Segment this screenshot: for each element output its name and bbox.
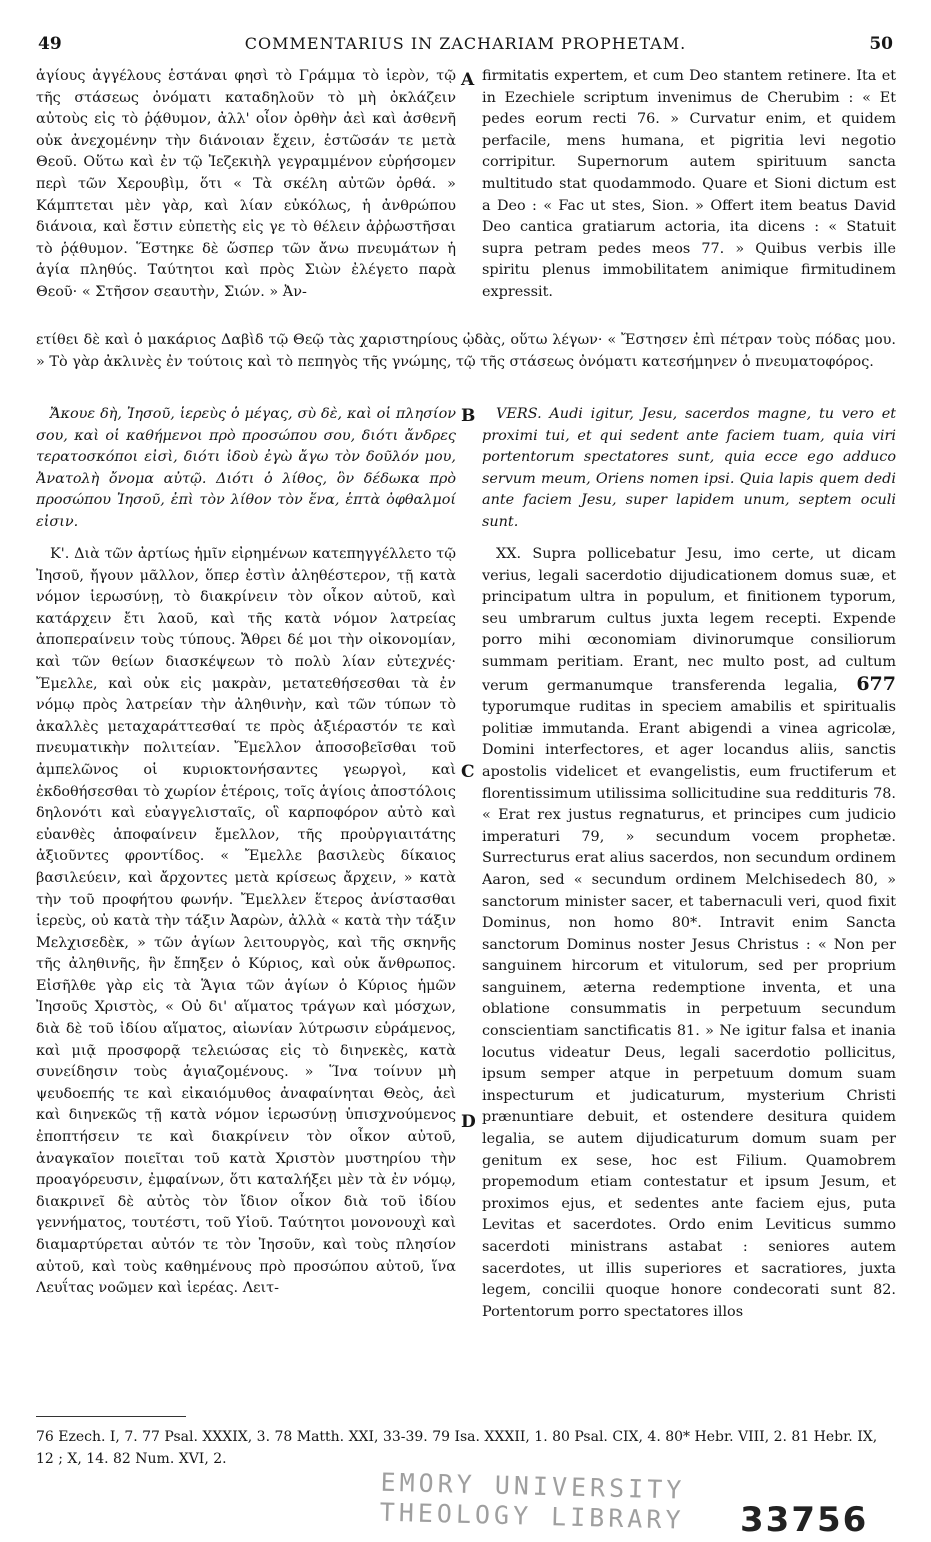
latin-commentary-text-a: XX. Supra pollicebatur Jesu, imo certe, ut dicam verius, legali sacerdotio dijudicationem domus suæ, et principatum ultra in populum, et finitionem typorum, seu umbrarum cultus juxta legem recepti. Expende porro mihi œconomiam divinorumque consiliorum summam peritiam. Erant, nec multo post, ad cultum verum germanumque transferenda legalia, xyxy=(482,546,896,694)
footnotes: 76 Ezech. I, 7. 77 Psal. XXXIX, 3. 78 Matth. XXI, 33-39. 79 Isa. XXXII, 1. 80 Psal. CIX, 4. 80* Hebr. VIII, 2. 81 Hebr. IX, 12 ; X, 14. 82 Num. XVI, 2. xyxy=(36,1429,878,1467)
greek-full-width-continuation xyxy=(36,330,896,396)
greek-continuation-text: ετίθει δὲ καὶ ὁ μακάριος Δαβὶδ τῷ Θεῷ τὰς χαριστηρίους ᾠδὰς, οὕτω λέγων· « Ἔστησεν ἐπὶ πέτραν τοὺς πόδας μου. » Τὸ γὰρ ἀκλινὲς ἐν τούτοις καὶ τὸ πεπηγὸς τῆς γνώμης, τῷ τῆς στάσεως ὀνόματι κατεσήμηνεν ὁ πνευματοφόρος. xyxy=(36,332,896,370)
latin-verse-text: VERS. Audi igitur, Jesu, sacerdos magne, tu vero et proximi tui, et qui sedent ante faciem tuam, quia viri portentorum spectatores sunt, quia ecce ego adduco servum meum, Oriens nomen ipsi. Quia lapis quem dedi ante faciem Jesu, super lapidem unum, septem oculi sunt. xyxy=(482,406,896,530)
latin-commentary-paragraph xyxy=(482,544,896,1323)
greek-verse-lemma xyxy=(36,404,456,540)
column-number-marker: 677 xyxy=(856,672,896,695)
library-stamp-line-2: THEOLOGY LIBRARY xyxy=(379,1497,685,1535)
margin-letter-c: C xyxy=(461,762,475,782)
running-title: COMMENTARIUS IN ZACHARIAM PROPHETAM. xyxy=(244,34,687,53)
greek-verse-text: Ἄκουε δὴ, Ἰησοῦ, ἱερεὺς ὁ μέγας, σὺ δὲ, καὶ οἱ πλησίον σου, καὶ οἱ καθήμενοι πρὸ προσώπου σου, διότι ἄνδρες τερατοσκόποι εἰσὶ, διότι ἰδοὺ ἐγὼ ἄγω τὸν δοῦλόν μου, Ἀνατολὴ ὄνομα αὐτῷ. Διότι ὁ λίθος, ὃν δέδωκα πρὸ προσώπου Ἰησοῦ, ἐπὶ τὸν λίθον τὸν ἕνα, ἑπτὰ ὀφθαλμοί εἰσιν. xyxy=(36,406,456,530)
running-header xyxy=(0,34,931,58)
margin-letter-a: A xyxy=(461,70,475,90)
catalog-number: 33756 xyxy=(740,1500,869,1540)
greek-commentary-column xyxy=(36,544,456,1414)
margin-letter-b: B xyxy=(461,406,476,426)
latin-column-top xyxy=(482,66,896,366)
library-stamp-line-1: EMORY UNIVERSITY xyxy=(380,1467,686,1505)
page-number-left: 49 xyxy=(38,34,62,54)
greek-column-top xyxy=(36,66,456,366)
margin-letter-d: D xyxy=(461,1112,476,1132)
latin-commentary-text-b: typorumque ruditas in speciem amabilis et spiritualis politiæ immutanda. Erant abigendi a vinea agricolæ, Domini interfectores, et ager locandus aliis, sanctis apostolis videlicet et evangelistis, eum fructiferum et florentissimum utilissima sollicitudine sua reddituris 78. « Erat rex justus regnaturus, et principes cum judicio imperaturi 79, » secundum vocem prophetæ. Surrecturus erat alius sacerdos, non secundum ordinem Aaron, sed « secundum ordinem Melchisedech 80, » sanctorum minister sacer, et tabernaculi veri, quod fixit Dominus, non homo 80*. Intravit enim Sancta sanctorum Dominus noster Jesus Christus : « Non per sanguinem hircorum et vitulorum, sed per proprium sanguinem, æterna redemptione inventa, et una oblatione consummatis in perpetuum secundum conscientiam sanctificatis 81. » Ne igitur falsa et inania locutus videatur Deus, legali sacerdotio pollicitus, ipsum semper atque in perpetuum domum suam inspecturum et judicaturum, mysterium Christi prænuntiare debuit, et ostendere desitura quidem legalia, se autem dijudicaturum domum suam per genitum ex sese, hoc est Filium. Quamobrem propemodum etiam contestatur et ipsum Jesum, et proximos ejus, et sedentes ante faciem ejus, puta Levitas et sacerdotes. Ordo enim Leviticus summo sacerdoti ministrans astabat : seniores autem sacerdotes, ut illis superiores et sacratiores, juxta legem, concilii quoque honore condecorati sunt 82. Portentorum porro spectatores illos xyxy=(482,699,896,1320)
greek-paragraph-1: ἁγίους ἀγγέλους ἑστάναι φησὶ τὸ Γράμμα τὸ ἱερὸν, τῷ τῆς στάσεως ὀνόματι καταδηλοῦν τὸ μὴ ὀκλάζειν αὐτοὺς εἰς τὸ ῥᾴθυμον, ἀλλ' οἷον ὀρθὴν ἀεὶ καὶ ἀσθενῆ οὐκ ἀνεχομένην τὴν διάνοιαν ἔχειν, ἑστῶσάν τε μετὰ Θεοῦ. Οὕτω καὶ ἐν τῷ Ἰεζεκιὴλ γεγραμμένον εὑρήσομεν περὶ τῶν Χερουβὶμ, ὅτι « Τὰ σκέλη αὐτῶν ὀρθά. » Κάμπτεται μὲν γὰρ, καὶ λίαν εὐκόλως, ἡ ἀνθρώπου διάνοια, καὶ ἔστιν εὐπετὴς εἰς γε τὸ θέλειν ἀῤῥωστῆσαι τὸ ῥᾴθυμον. Ἕστηκε δὲ ὥσπερ τῶν ἄνω πνευμάτων ἡ ἁγία πληθύς. Ταύτητοι καὶ πρὸς Σιὼν ἐλέγετο παρὰ Θεοῦ· « Στῆσον σεαυτὴν, Σιών. » Ἀν- xyxy=(36,68,456,300)
latin-paragraph-1: firmitatis expertem, et cum Deo stantem retinere. Ita et in Ezechiele scriptum invenimus de Cherubim : « Et pedes eorum recti 76. » Curvatur enim, et quidem perfacile, mens humana, et pigritia levi negotio corripitur. Supernorum autem spirituum sancta multitudo stat quodammodo. Quare et Sioni dictum est a Deo : « Fac ut stes, Sion. » Offert item beatus David Deo cantica gratiarum actoria, ita dicens : « Statuit supra petram pedes meos 77. » Quibus verbis ille spiritu plenus immobilitatem animique firmitudinem expressit. xyxy=(482,68,896,300)
latin-commentary-column xyxy=(482,544,896,1414)
page-number-right: 50 xyxy=(869,34,893,54)
library-stamp xyxy=(379,1468,711,1542)
footnote-rule xyxy=(36,1416,186,1417)
latin-verse-lemma xyxy=(482,404,896,540)
greek-commentary-text: Κ'. Διὰ τῶν ἀρτίως ἡμῖν εἰρημένων κατεπηγγέλλετο τῷ Ἰησοῦ, ἤγουν μᾶλλον, ὅπερ ἐστὶν ἀληθέστερον, τῇ κατὰ νόμον ἱερωσύνῃ, τὸ διακρίνειν τὸν οἶκον αὐτοῦ, καὶ κατάρχειν ἔτι λαοῦ, καὶ τῆς κατὰ νόμον λατρείας ἀποπεραίνειν τοὺς τύπους. Ἄθρει δέ μοι τὴν οἰκονομίαν, καὶ τῶν θείων διασκέψεων τὸ πολὺ λίαν εὐτεχνές· Ἔμελλε, καὶ οὐκ εἰς μακρὰν, μετατεθήσεσθαι τὰ ἐν νόμῳ πρὸς λατρείαν τὴν ἀληθινὴν, καὶ τῶν τύπων τὸ ἀκαλλὲς μεταχαράττεσθαί τε πρὸς ἀξιέραστόν τε καὶ πνευματικὴν πολιτείαν. Ἔμελλον ἀποσοβεῖσθαι τοῦ ἀμπελῶνος οἱ κυριοκτονήσαντες γεωργοὶ, καὶ ἐκδοθήσεσθαι τὸ χωρίον ἑτέροις, τοῖς ἁγίοις ἀποστόλοις δηλονότι καὶ εὐαγγελισταῖς, οἳ καρποφόρον αὐτὸ καὶ εὐανθὲς ἀποφαίνειν ἔμελλον, τῆς προὐργιαιτάτης ἀξιοῦντες φροντίδος. « Ἔμελλε βασιλεὺς δίκαιος βασιλεύειν, καὶ ἄρχοντες μετὰ κρίσεως ἄρχειν, » κατὰ τὴν τοῦ προφήτου φωνήν. Ἔμελλεν ἕτερος ἀνίστασθαι ἱερεὺς, οὐ κατὰ τὴν τάξιν Ἀαρὼν, ἀλλὰ « κατὰ τὴν τάξιν Μελχισεδὲκ, » τῶν ἁγίων λειτουργὸς, καὶ τῆς σκηνῆς τῆς ἀληθινῆς, ἣν ἔπηξεν ὁ Κύριος, καὶ οὐκ ἄνθρωπος. Εἰσῆλθε γὰρ εἰς τὰ Ἅγια τῶν ἁγίων ὁ Κύριος ἡμῶν Ἰησοῦς Χριστὸς, « Οὐ δι' αἵματος τράγων καὶ μόσχων, διὰ δὲ τοῦ ἰδίου αἵματος, αἰωνίαν λύτρωσιν εὑράμενος, καὶ μιᾷ προσφορᾷ τελειώσας εἰς τὸ διηνεκὲς, κατὰ συνείδησιν τοὺς ἁγιαζομένους. » Ἵνα τοίνυν μὴ ψευδοεπής τε καὶ εἰκαιόμυθος ἀναφαίνηται Θεὸς, ἀεὶ καὶ διηνεκῶς τῇ κατὰ νόμον ἱερωσύνῃ ὑπισχνούμενος ἐποπτήσειν τε καὶ διακρίνειν τὸν οἶκον αὐτοῦ, ἀναγκαῖον ποιεῖται τοῦ κατὰ Χριστὸν μυστηρίου τὴν προαγόρευσιν, ἐμφαίνων, ὅτι καταλήξει μὲν τὰ ἐν νόμῳ, διακρινεῖ δὲ αὐτὸς τὸν ἴδιον οἶκον διὰ τοῦ ἰδίου γεννήματος, τουτέστι, τοῦ Υἱοῦ. Ταύτητοι μονονουχὶ καὶ διαμαρτύρεται αὐτόν τε τὸν Ἰησοῦν, καὶ τοὺς πλησίον αὐτοῦ, καὶ τοὺς καθημένους πρὸ προσώπου αὐτοῦ, ἵνα Λευΐτας νοῶμεν καὶ ἱερέας. Λειτ- xyxy=(36,546,456,1297)
